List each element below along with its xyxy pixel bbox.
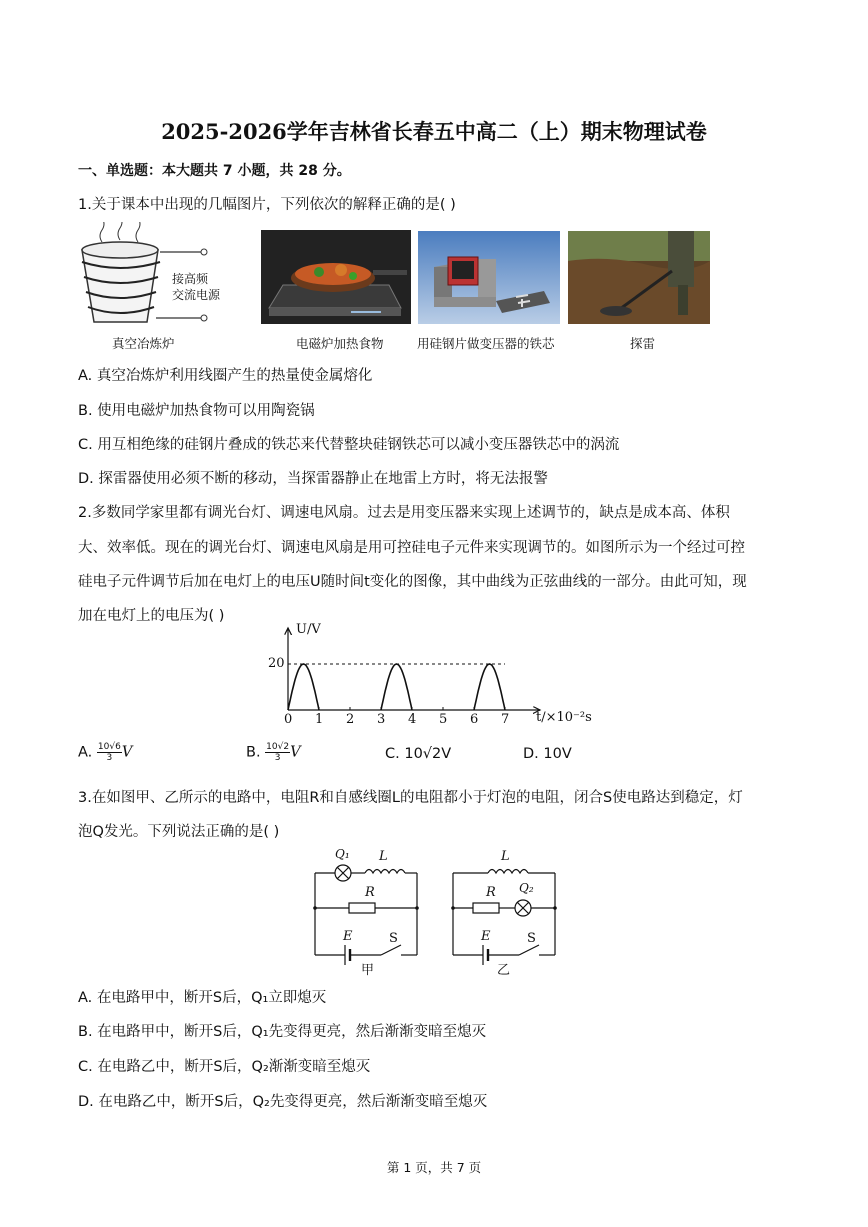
q3-option-d: D. 在电路乙中，断开S后，Q₂先变得更亮，然后渐渐变暗至熄灭: [78, 1094, 488, 1110]
q2-option-b-fraction: [265, 742, 290, 763]
label-q2-lamp: Q₂: [519, 881, 534, 895]
q3-option-b: B. 在电路甲中，断开S后，Q₁先变得更亮，然后渐渐变暗至熄灭: [78, 1024, 487, 1040]
voltage-half-sine-curve: [288, 664, 319, 710]
q3-option-a: A. 在电路甲中，断开S后，Q₁立即熄灭: [78, 990, 327, 1006]
label-inductor-l-jia: L: [379, 849, 388, 864]
voltage-half-sine-curve: [381, 664, 412, 710]
q1-option-a: A. 真空冶炼炉利用线圈产生的热量使金属熔化: [78, 368, 373, 384]
label-circuit-jia: 甲: [361, 963, 375, 978]
q2-option-a-numerator: 10√6: [97, 742, 121, 752]
page-footer: 第 1 页，共 7 页: [386, 1160, 482, 1175]
voltage-time-graph: [260, 620, 620, 735]
label-source-e-jia: E: [343, 929, 353, 944]
caption-vacuum-furnace: 真空冶炼炉: [112, 336, 175, 351]
induction-cooker-photo: [261, 230, 411, 324]
q2-option-b-denominator: 3: [274, 753, 281, 763]
q1-stem: 1.关于课本中出现的几幅图片，下列依次的解释正确的是( ): [78, 197, 456, 213]
x-tick-label: 2: [346, 712, 355, 727]
q2-stem-line2: 大、效率低。现在的调光台灯、调速电风扇是用可控硅电子元件来实现调节的。如图所示为一个经过可控: [78, 540, 745, 556]
caption-mine-detection: 探雷: [630, 336, 656, 351]
graph-x-label: t/×10⁻²s: [536, 710, 592, 725]
label-q1-lamp: Q₁: [335, 847, 350, 861]
x-tick-label: 5: [439, 712, 448, 727]
q2-stem-line4: 加在电灯上的电压为( ): [78, 608, 225, 624]
coil-label-line1: 接高频: [172, 272, 209, 286]
label-switch-s-yi: S: [527, 931, 536, 946]
caption-induction-cooker: 电磁炉加热食物: [296, 336, 384, 351]
vacuum-furnace-figure: [72, 222, 242, 332]
circuit-diagrams: [305, 845, 565, 980]
x-tick-label: 4: [408, 712, 417, 727]
q2-stem-line3: 硅电子元件调节后加在电灯上的电压U随时间t变化的图像，其中曲线为正弦曲线的一部分。由此可知，现: [78, 574, 747, 590]
x-tick-label: 7: [501, 712, 510, 727]
q2-option-a-unit: V: [121, 744, 133, 761]
label-source-e-yi: E: [481, 929, 491, 944]
q1-option-d: D. 探雷器使用必须不断的移动，当探雷器静止在地雷上方时，将无法报警: [78, 471, 548, 487]
q2-option-b-label: B.: [246, 744, 261, 761]
label-circuit-yi: 乙: [497, 963, 511, 978]
label-resistor-r-yi: R: [486, 885, 496, 900]
section-heading: 一、单选题：本大题共 7 小题，共 28 分。: [78, 163, 351, 179]
q1-option-b: B. 使用电磁炉加热食物可以用陶瓷锅: [78, 403, 315, 419]
q2-option-b-numerator: 10√2: [266, 742, 290, 752]
q2-option-c: C. 10√2V: [385, 746, 452, 762]
q2-option-a-fraction: [97, 742, 122, 763]
q2-option-b: [246, 742, 301, 763]
x-tick-label: 1: [315, 712, 324, 727]
graph-y-label: U/V: [296, 622, 321, 637]
label-resistor-r-jia: R: [365, 885, 375, 900]
graph-y-tick-20: 20: [268, 656, 285, 671]
mine-detector-photo: [568, 231, 710, 324]
q2-option-d: D. 10V: [523, 746, 572, 762]
q2-option-b-unit: V: [290, 744, 301, 761]
coil-label-line2: 交流电源: [172, 288, 221, 302]
x-tick-label: 0: [284, 712, 293, 727]
page-title: 2025-2026学年吉林省长春五中高二（上）期末物理试卷: [161, 119, 707, 144]
q2-stem-line1: 2.多数同学家里都有调光台灯、调速电风扇。过去是用变压器来实现上述调节的，缺点是成本高、体积: [78, 505, 730, 521]
q2-option-a: [78, 742, 132, 763]
q2-option-a-label: A.: [78, 744, 93, 761]
transformer-core-photo: [418, 231, 560, 324]
q3-stem-line1: 3.在如图甲、乙所示的电路中，电阻R和自感线圈L的电阻都小于灯泡的电阻，闭合S使电路达到稳定，灯: [78, 790, 743, 806]
voltage-half-sine-curve: [474, 664, 505, 710]
x-tick-label: 3: [377, 712, 386, 727]
caption-transformer-core: 用硅钢片做变压器的铁芯: [417, 336, 555, 351]
label-inductor-l-yi: L: [501, 849, 510, 864]
q3-option-c: C. 在电路乙中，断开S后，Q₂渐渐变暗至熄灭: [78, 1059, 371, 1075]
q1-option-c: C. 用互相绝缘的硅钢片叠成的铁芯来代替整块硅钢铁芯可以减小变压器铁芯中的涡流: [78, 437, 620, 453]
q3-stem-line2: 泡Q发光。下列说法正确的是( ): [78, 824, 280, 840]
q2-option-a-denominator: 3: [106, 753, 113, 763]
label-switch-s-jia: S: [389, 931, 398, 946]
x-tick-label: 6: [470, 712, 479, 727]
